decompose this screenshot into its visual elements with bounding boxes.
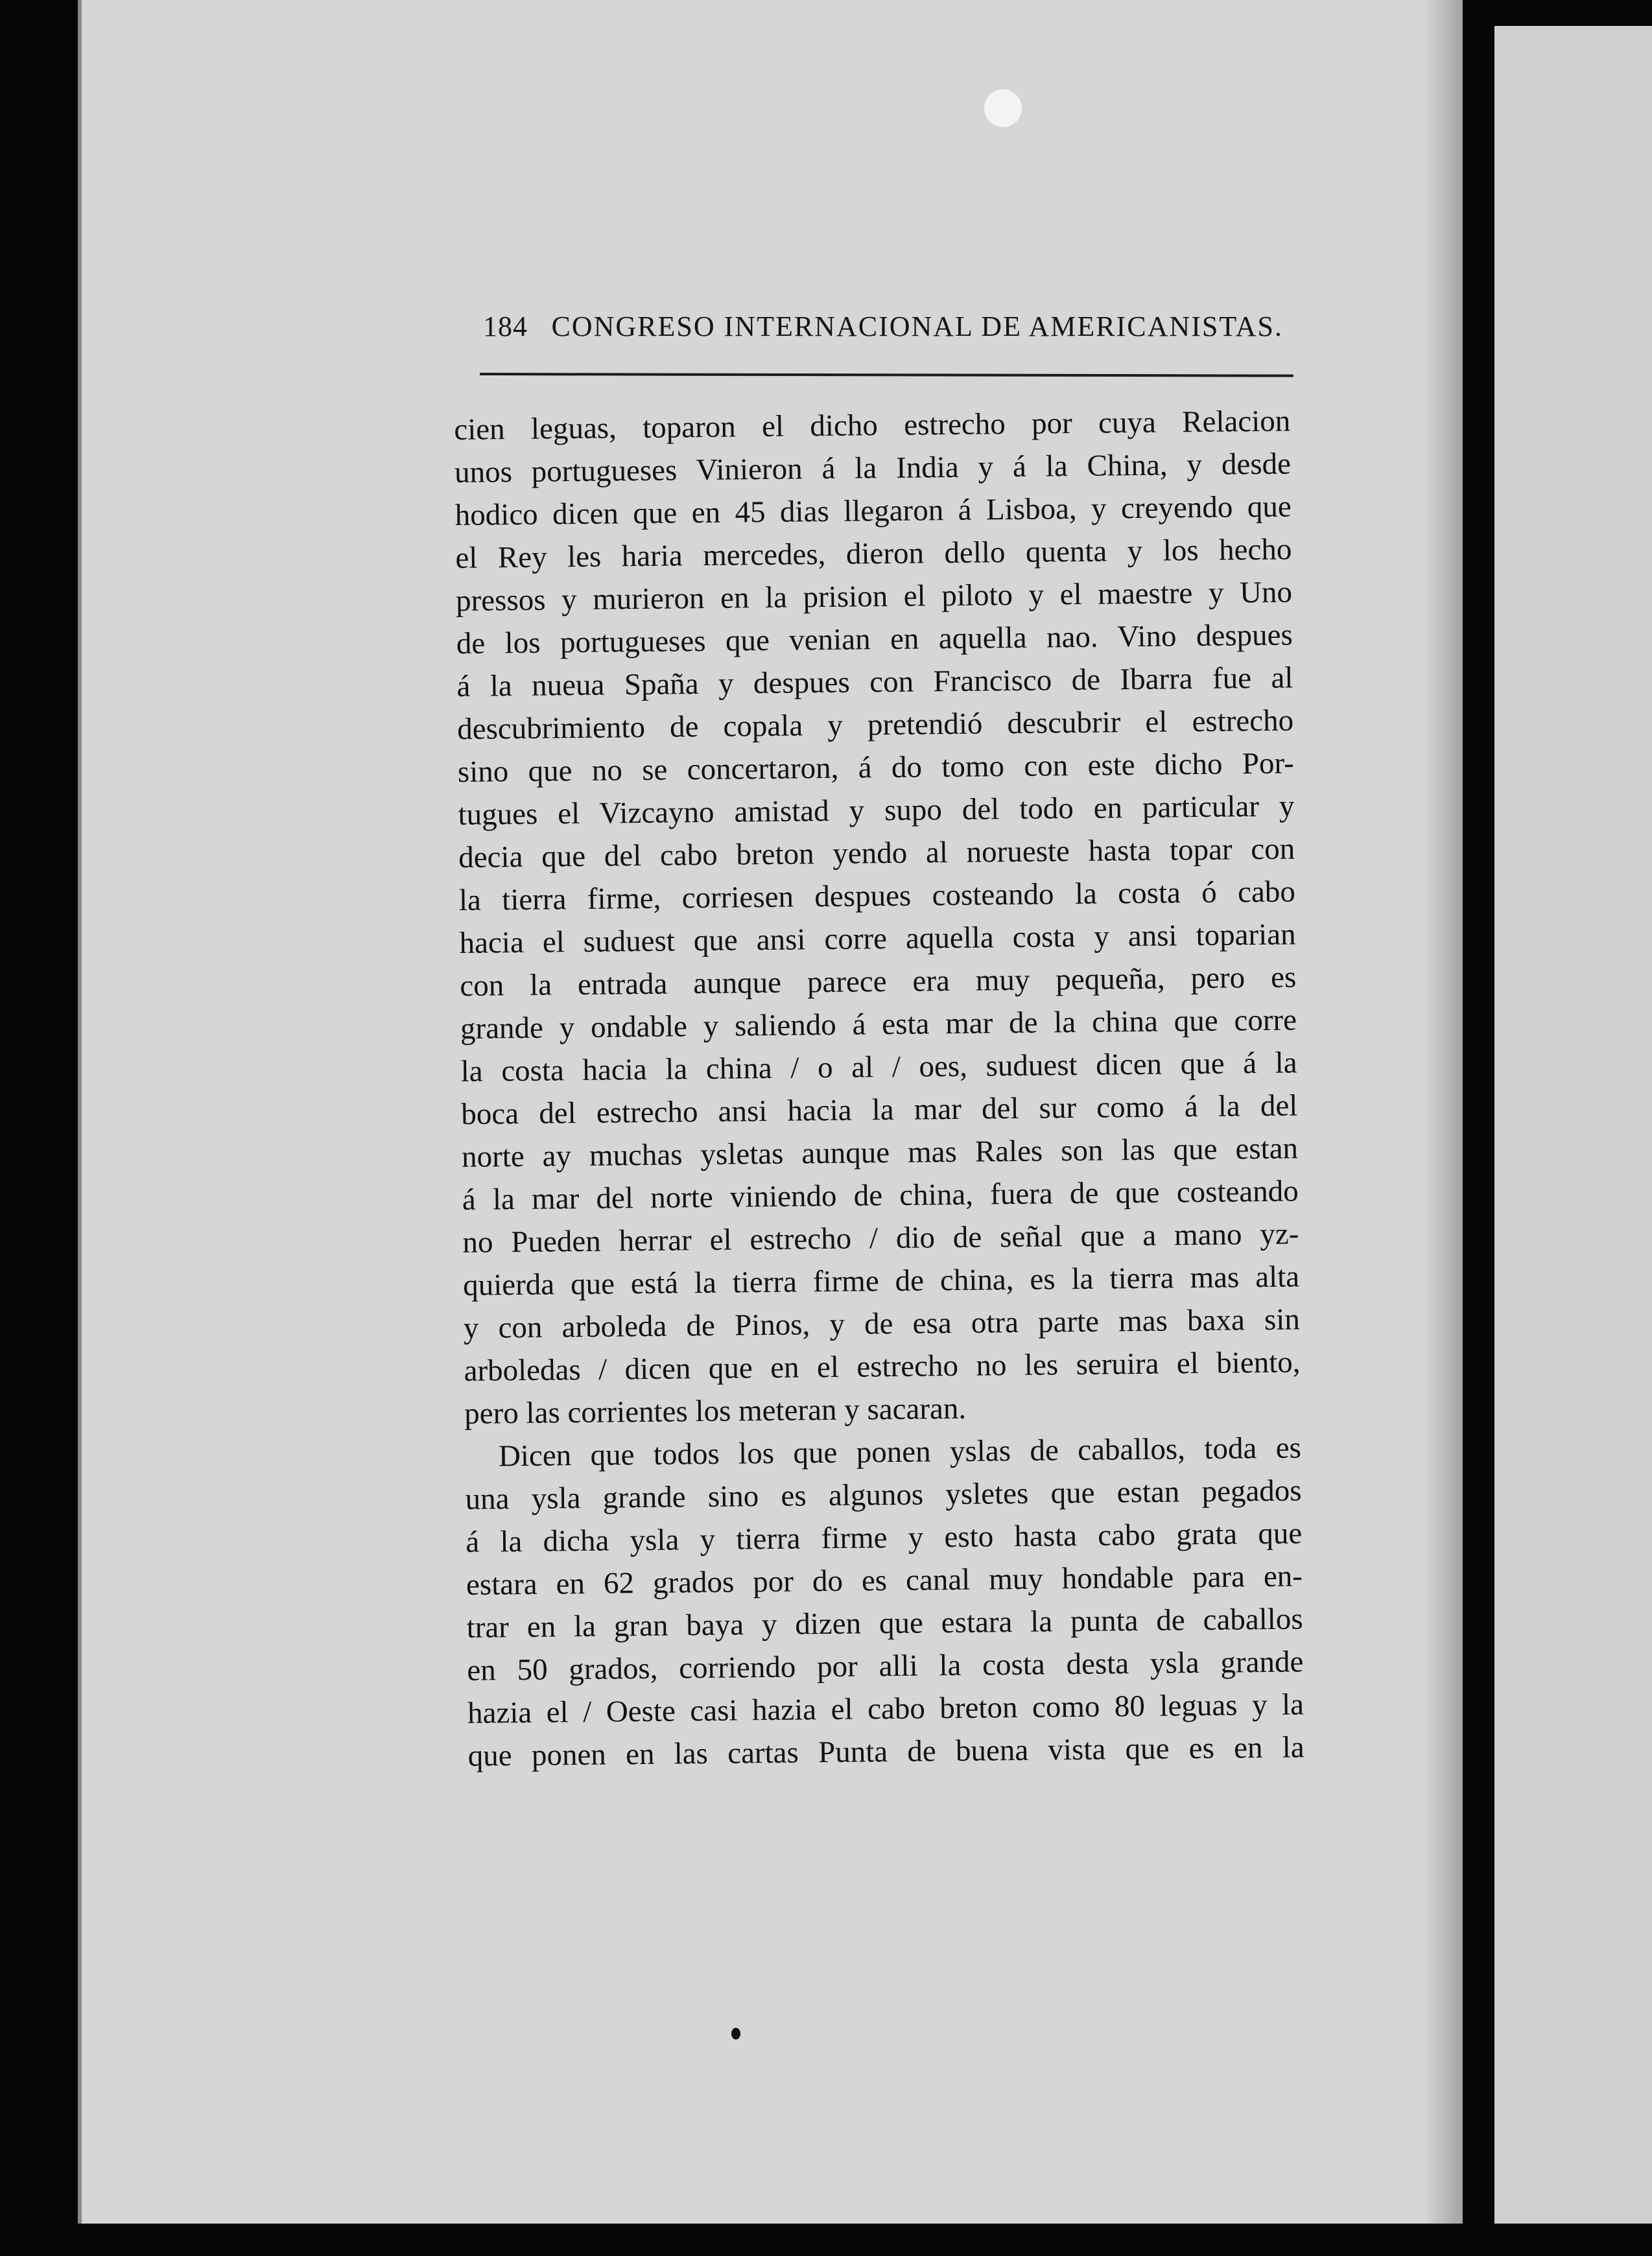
running-title: CONGRESO INTERNACIONAL DE AMERICANISTAS. <box>551 311 1283 342</box>
page-gutter-shadow <box>1424 0 1463 2224</box>
text-line: sino que no se concertaron, á do tomo con este dicho Por- <box>457 746 1295 789</box>
text-line: y con arboleda de Pinos, y de esa otra parte mas baxa sin <box>463 1302 1301 1345</box>
text-line: boca del estrecho ansi hacia la mar del sur como á la del <box>461 1088 1298 1131</box>
text-line: arboledas / dicen que en el estrecho no les seruira el biento, <box>464 1345 1301 1388</box>
text-line: unos portugueses Vinieron á la India y á la China, y desde <box>454 447 1292 489</box>
text-line: la tierra firme, corriesen despues costeando la costa ó cabo <box>458 875 1296 917</box>
text-line: de los portugueses que venian en aquella nao. Vino despues <box>456 618 1293 661</box>
ink-speck <box>731 2028 740 2039</box>
text-line: decia que del cabo breton yendo al norueste hasta topar con <box>458 832 1295 875</box>
text-line: pressos y murieron en la prision el piloto y el maestre y Uno <box>455 575 1293 618</box>
text-line: que ponen en las cartas Punta de buena vista que es en la <box>467 1730 1304 1773</box>
paragraph-1 <box>454 399 1301 1435</box>
text-line: no Pueden herrar el estrecho / dio de señal que a mano yz- <box>462 1217 1299 1260</box>
text-line: norte ay muchas ysletas aunque mas Rales son las que estan <box>461 1131 1299 1174</box>
text-line: hodico dicen que en 45 dias llegaron á Lisboa, y creyendo que <box>454 489 1292 532</box>
page-number: 184 <box>483 311 528 342</box>
text-line: hazia el / Oeste casi hazia el cabo breton como 80 leguas y la <box>467 1687 1304 1730</box>
text-line: con la entrada aunque parece era muy pequeña, pero es <box>460 960 1297 1003</box>
text-line: descubrimiento de copala y pretendió descubrir el estrecho <box>456 703 1294 746</box>
text-line: en 50 grados, corriendo por alli la costa desta ysla grande <box>467 1645 1304 1687</box>
text-line: Dicen que todos los que ponen yslas de caballos, toda es <box>498 1431 1302 1474</box>
text-line: una ysla grande sino es algunos ysletes que estan pegados <box>465 1474 1302 1516</box>
text-line: trar en la gran baya y dizen que estara la punta de caballos <box>466 1602 1303 1645</box>
text-line: estara en 62 grados por do es canal muy hondable para en- <box>466 1559 1303 1602</box>
text-line: cien leguas, toparon el dicho estrecho por cuya Relacion <box>454 404 1291 447</box>
text-line: á la nueua Spaña y despues con Francisco de Ibarra fue al <box>456 661 1293 703</box>
text-line: quierda que está la tierra firme de china, es la tierra mas alta <box>462 1260 1300 1302</box>
text-line: el Rey les haria mercedes, dieron dello quenta y los hecho <box>455 532 1292 575</box>
text-line: á la mar del norte viniendo de china, fuera de que costeando <box>462 1174 1299 1217</box>
text-line: á la dicha ysla y tierra firme y esto hasta cabo grata que <box>466 1516 1303 1559</box>
text-line: tugues el Vizcayno amistad y supo del todo en particular y <box>458 789 1295 832</box>
body-text <box>454 399 1304 1777</box>
paragraph-2 <box>465 1426 1304 1777</box>
binding-hole <box>984 89 1022 127</box>
text-line: pero las corrientes los meteran y sacaran. <box>464 1391 967 1431</box>
text-line: grande y ondable y saliendo á esta mar de la china que corre <box>460 1003 1297 1046</box>
running-head <box>483 310 1283 343</box>
text-line: la costa hacia la china / o al / oes, suduest dicen que á la <box>460 1046 1297 1088</box>
text-line: hacia el suduest que ansi corre aquella costa y ansi toparian <box>459 917 1296 960</box>
facing-page-edge <box>1494 26 1652 2224</box>
